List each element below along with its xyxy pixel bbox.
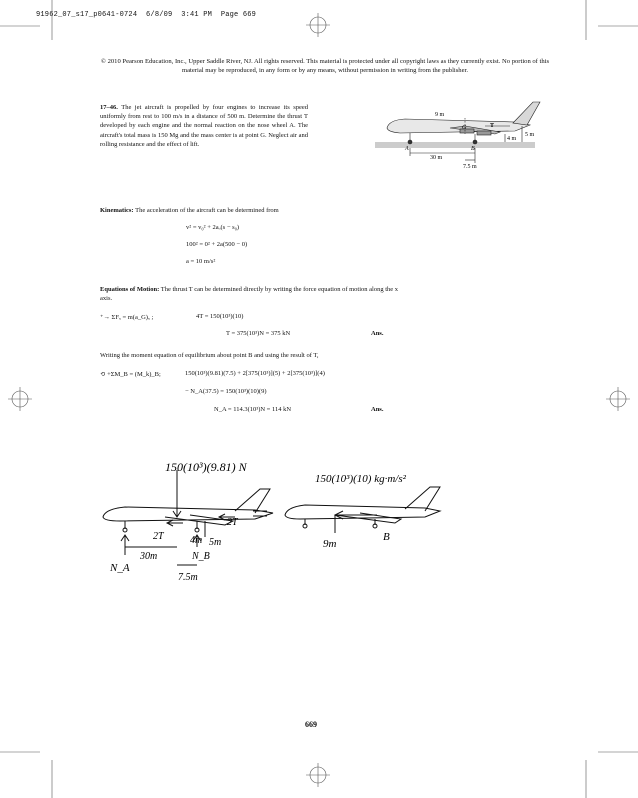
problem-text: The jet aircraft is propelled by four engines to increase its speed uniformly from rest to 100 m/s in a distance of 500 m. Determine the thrust T developed by each engine and the normal reaction on the nose wheel A. The aircraft's total mass is 150 Mg and the mass center is at point G. Neglect air and rolling resistance and the effect of lift. [100,104,308,148]
hand-weight: 150(10³)(9.81) N [165,460,247,474]
dim-30m-label: 30 m [430,155,443,161]
kinematics-eq2: 100² = 0² + 2a(500 − 0) [186,241,248,248]
dim-9m-label: 9 m [435,112,445,118]
kinematics-intro: The acceleration of the aircraft can be determined from [135,207,279,214]
kinematics-eq3: a = 10 m/s² [186,258,216,265]
hand-NB: N_B [192,551,210,562]
dim-75m-label: 7.5 m [463,164,477,170]
moment-eq-line2: − N_A(37.5) = 150(10³)(10)(9) [185,388,267,395]
dim-5m-label: 5 m [525,132,535,138]
hand-2T-left: 2T [153,531,164,542]
kinematics-heading: Kinematics: [100,207,134,214]
hand-inertia: 150(10³)(10) kg·m/s² [315,473,406,485]
problem-number: 17–46. [100,104,118,111]
hand-9m: 9m [323,538,337,550]
moment-result-NA: N_A = 114.3(10³)N = 114 kN [214,406,292,413]
eom-paragraph [100,285,400,303]
eom-ans: Ans. [371,330,384,337]
hand-4m: 4m [190,535,203,546]
label-B: B [471,146,475,152]
kinematics-line [100,207,279,214]
copyright-notice: © 2010 Pearson Education, Inc., Upper Saddle River, NJ. All rights reserved. This material is protected under all copyright laws as they currently exist. No portion of this material may be reproduced, in any form or by any means, without permission in writing from the publisher. [100,58,550,74]
label-A: A [405,146,409,152]
label-T: T [490,123,495,129]
eom-heading: Equations of Motion: [100,286,160,293]
hand-30m: 30m [140,551,158,562]
eom-force-eq: 4T = 150(10³)(10) [196,313,244,320]
kinematics-eq1: v² = v₀² + 2aₒ(s − s₀) [186,224,240,231]
eom-intro: The thrust T can be determined directly by writing the force equation of motion along the x axis. [100,286,399,303]
moment-eq-line1: 150(10³)(9.81)(7.5) + 2[375(10³)](5) + 2[375(10³)](4) [185,370,325,377]
hand-NA: N_A [110,562,130,574]
problem-statement [100,103,308,149]
moment-ans: Ans. [371,406,384,413]
dim-4m-label: 4 m [507,136,517,142]
hand-B: B [383,531,390,543]
handwritten-diagrams [95,455,485,595]
page-number: 669 [305,720,317,729]
eom-result-T: T = 375(10³)N = 375 kN [226,330,291,337]
moment-intro: Writing the moment equation of equilibrium about point B and using the result of T, [100,352,319,359]
print-header: 91962_07_s17_p0641-0724 6/8/09 3:41 PM Page 669 [36,11,257,19]
aircraft-figure [365,98,550,173]
hand-2T-right: 2T [227,517,238,528]
eom-sum-label: ⁺→ ΣFₓ = m(a_G)ₓ ; [100,314,154,321]
hand-75m: 7.5m [178,572,198,583]
moment-sum-label: ⟲ +ΣM_B = (M_k)_B; [100,371,161,378]
hand-5m: 5m [209,537,222,548]
label-G: G [462,125,467,131]
